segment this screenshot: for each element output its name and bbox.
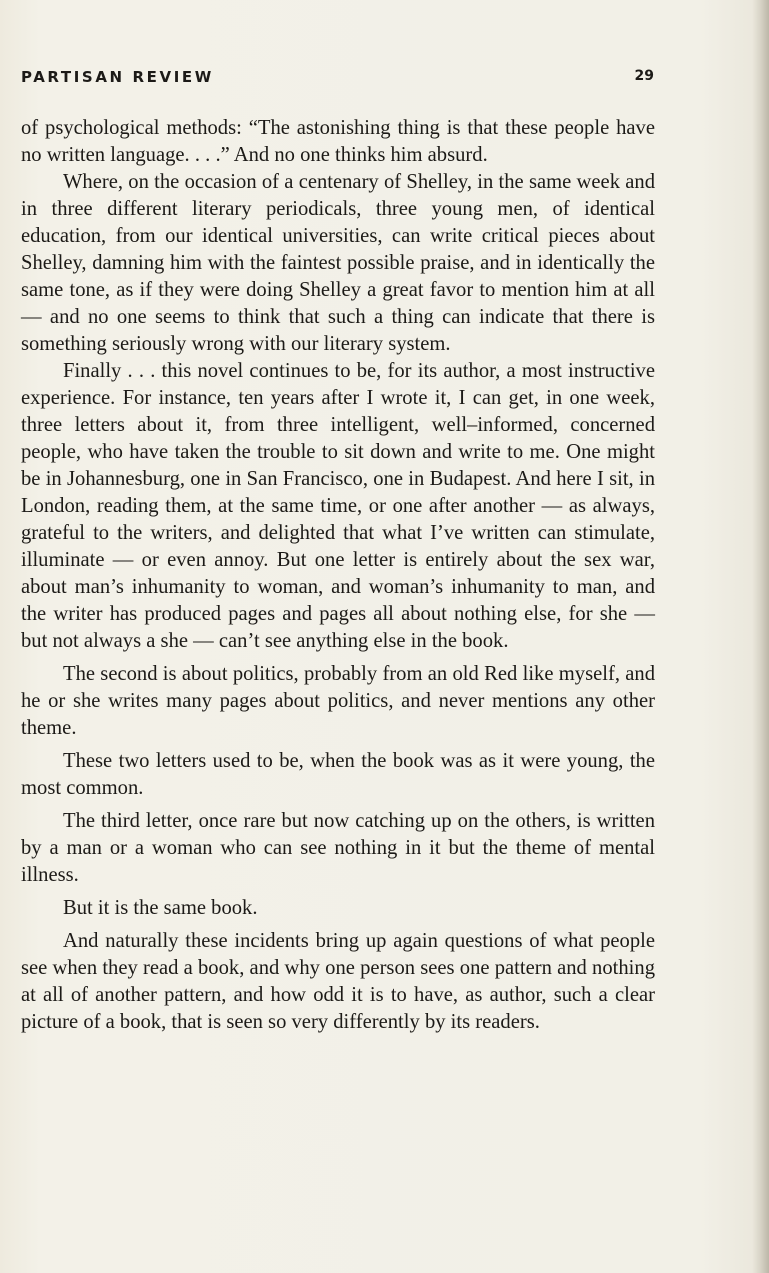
running-head	[21, 68, 654, 92]
paragraph-2: Where, on the occasion of a centenary of Shelley, in the same week and in three different literary periodicals, three young men, of identical education, from our identical universities, can write critical pieces about Shelley, damning him with the faintest possible praise, and in identically the same tone, as if they were doing Shelley a great favor to mention him at all — and no one seems to think that such a thing can indicate that there is something seriously wrong with our literary system.	[21, 171, 655, 355]
page-number: 29	[634, 68, 654, 84]
paragraph-3: Finally . . . this novel continues to be, for its author, a most instructive experience. For instance, ten years after I wrote it, I can get, in one week, three letters about it, from three intelligent, well–informed, concerned people, who have taken the trouble to sit down and write to me. One might be in Johannesburg, one in San Francisco, one in Budapest. And here I sit, in London, reading them, at the same time, or one after another — as always, grateful to the writers, and delighted that what I’ve written can stimulate, illuminate — or even annoy. But one letter is entirely about the sex war, about man’s inhumanity to woman, and woman’s inhumanity to man, and the writer has produced pages and pages all about nothing else, for she — but not always a she — can’t see anything else in the book.	[21, 360, 655, 652]
running-title: PARTISAN REVIEW	[21, 68, 214, 86]
paragraph-1: of psychological methods: “The astonishing thing is that these people have no written language. . . .” And no one thinks him absurd.	[21, 117, 655, 166]
paragraph-6: The third letter, once rare but now catching up on the others, is written by a man or a woman who can see nothing in it but the theme of mental illness.	[21, 810, 655, 886]
paragraph-5: These two letters used to be, when the book was as it were young, the most common.	[21, 750, 655, 799]
paragraph-8: And naturally these incidents bring up again questions of what people see when they read a book, and why one person sees one pattern and nothing at all of another pattern, and how odd it is to have, as author, such a clear picture of a book, that is seen so very differently by its readers.	[21, 930, 655, 1033]
body-text	[21, 115, 655, 1036]
paragraph-7: But it is the same book.	[63, 897, 258, 919]
paragraph-4: The second is about politics, probably from an old Red like myself, and he or she writes many pages about politics, and never mentions any other theme.	[21, 663, 655, 739]
